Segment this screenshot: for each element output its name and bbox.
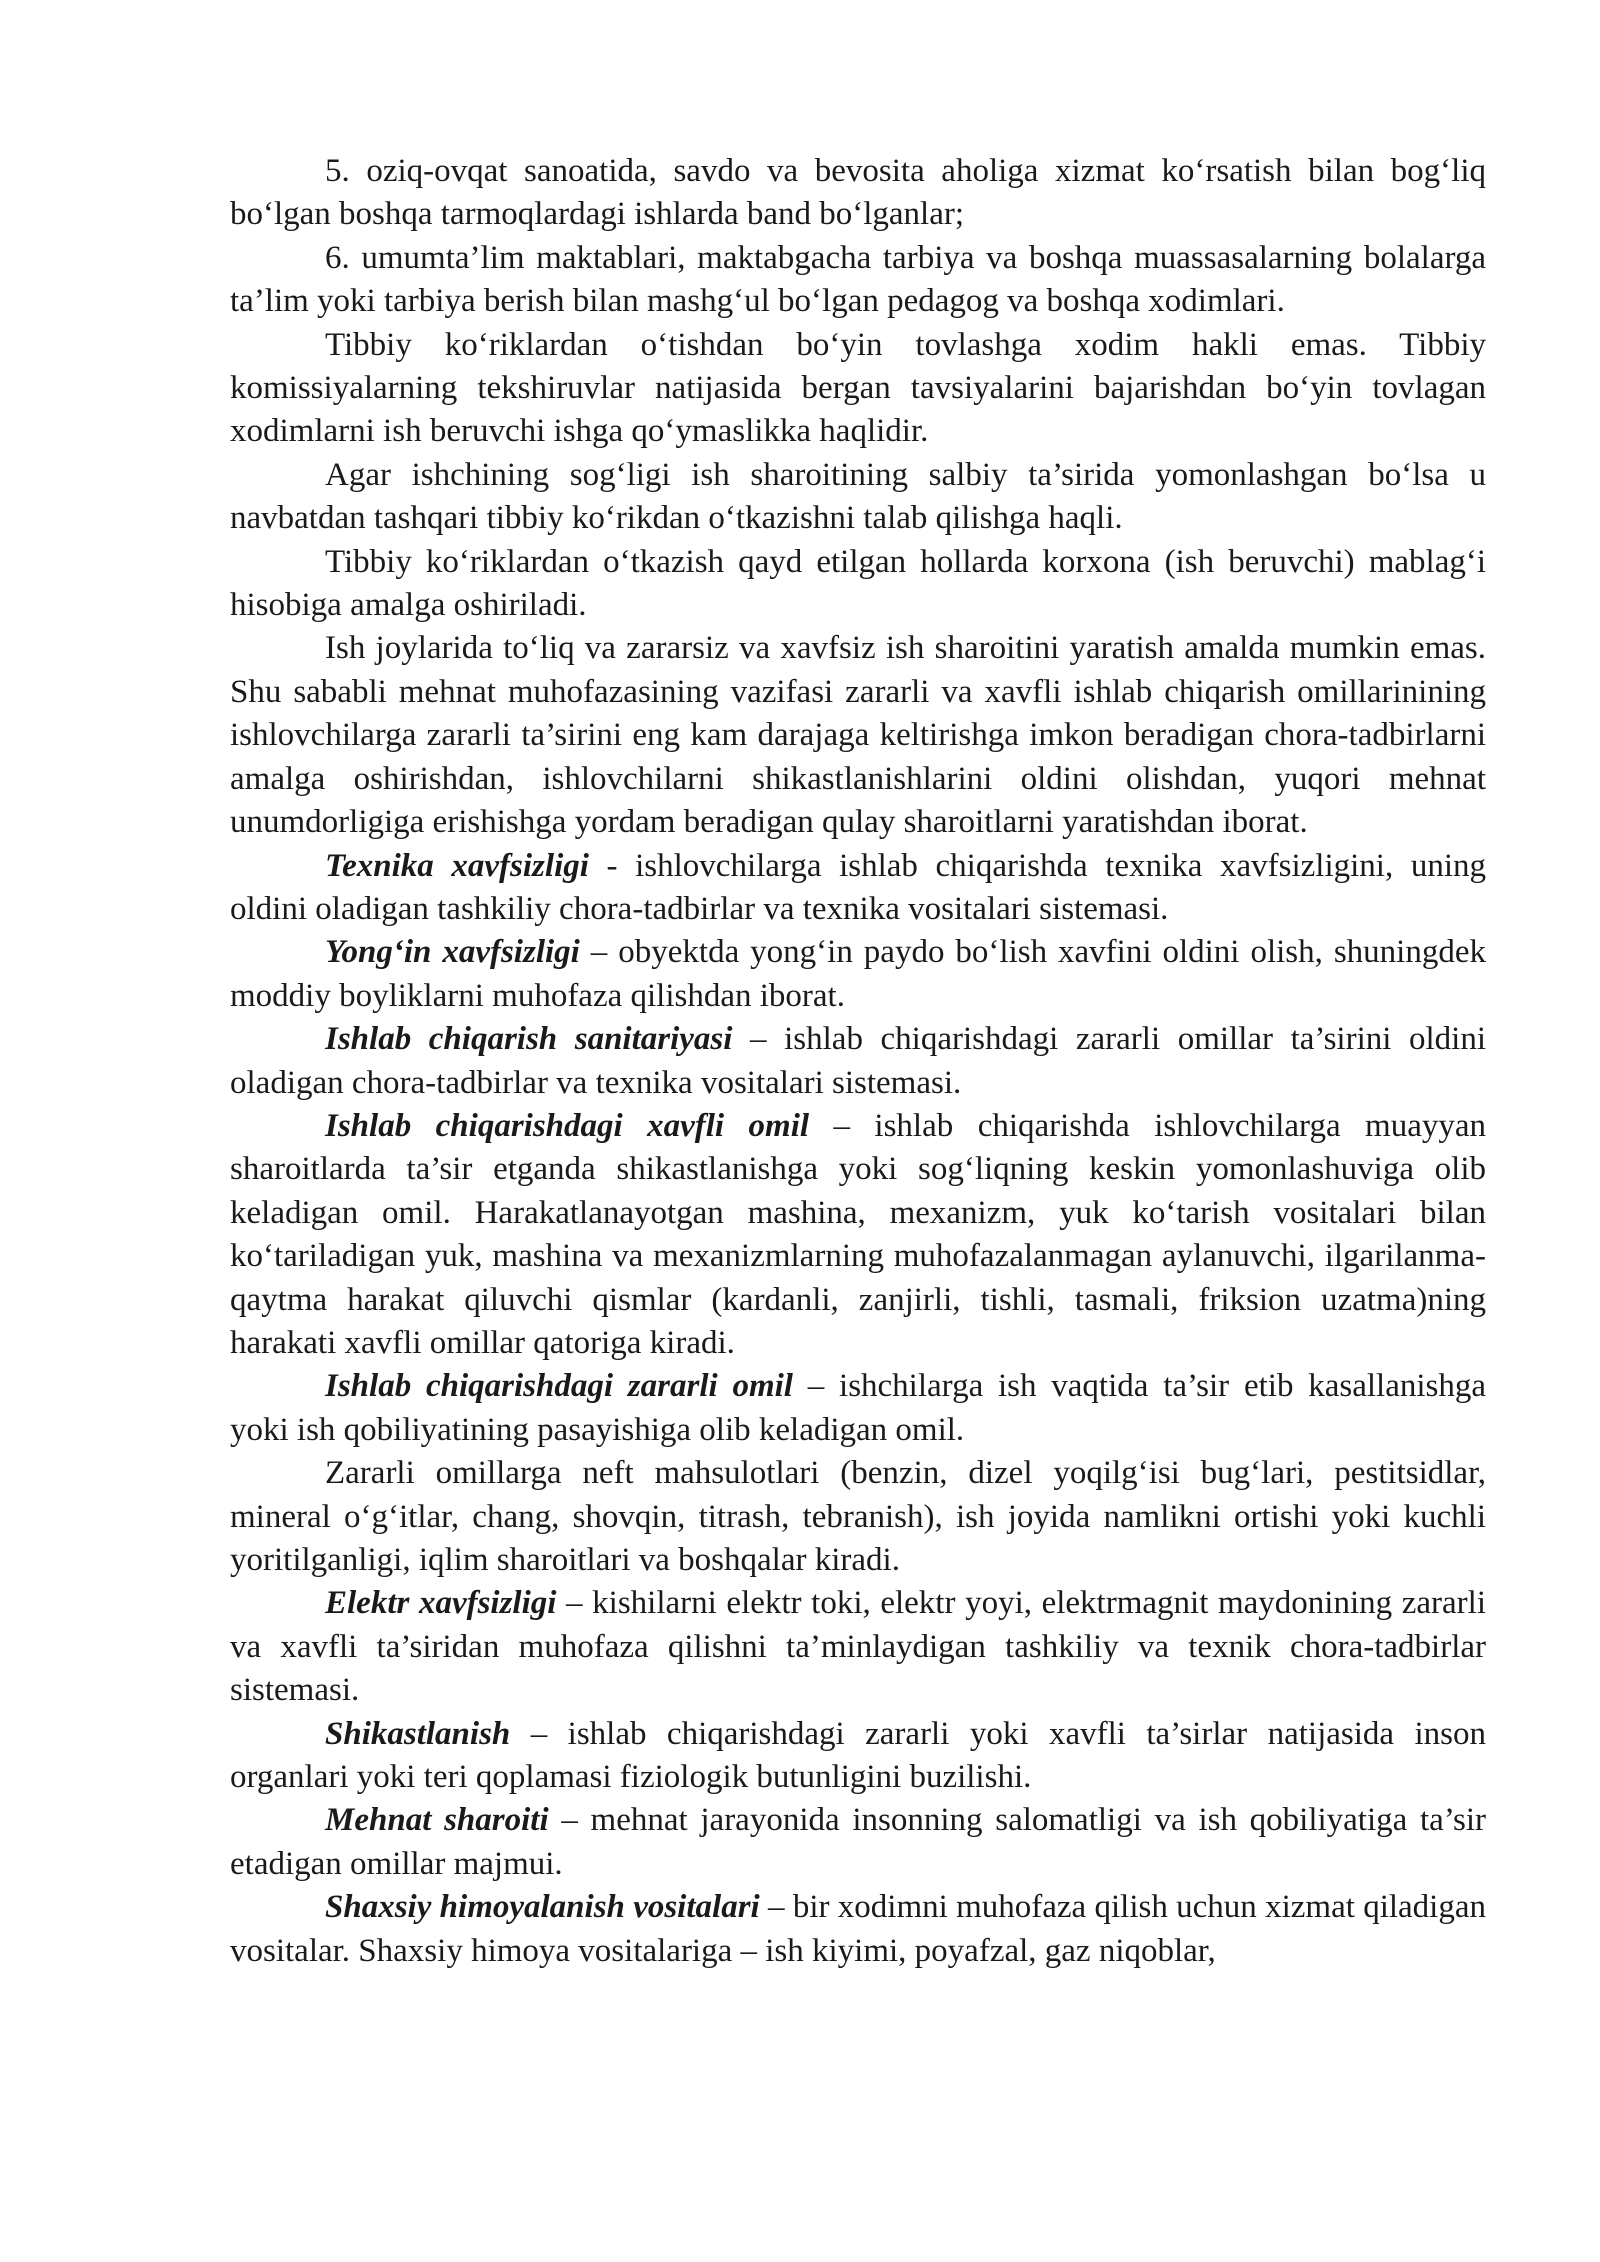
definition-term: Texnika xavfsizligi <box>325 847 589 884</box>
definition-text: – ishlab chiqarishdagi zararli omillar ta’sirini oldini oladigan chora-tadbirlar va texnika vositalari sistemasi. <box>230 1021 1487 1101</box>
definition-term: Ishlab chiqarishdagi zararli omil <box>325 1368 793 1405</box>
definition-working-conditions <box>230 1799 1486 1886</box>
paragraph-medical-exam-refusal <box>230 324 1486 454</box>
definition-text: – ishlab chiqarishdagi zararli yoki xavfli ta’sirlar natijasida inson organlari yoki teri qoplamasi fiziologik butunligini buzilishi. <box>230 1715 1486 1796</box>
definition-technical-safety <box>230 845 1486 932</box>
definition-industrial-sanitation <box>230 1018 1486 1105</box>
definition-hazardous-factor <box>230 1105 1486 1365</box>
paragraph-harmful-factors-list <box>230 1452 1486 1582</box>
paragraph-text: Tibbiy ko‘riklardan o‘tkazish qayd etilgan hollarda korxona (ish beruvchi) mablag‘i hisobiga amalga oshiriladi. <box>230 543 1486 624</box>
paragraph-text: Agar ishchining sog‘ligi ish sharoitining salbiy ta’sirida yomonlashgan bo‘lsa u navbatdan tashqari tibbiy ko‘rikdan o‘tkazishni talab qilishga haqli. <box>230 456 1486 537</box>
definition-text: – bir xodimni muhofaza qilish uchun xizmat qiladigan vositalar. Shaxsiy himoya vositalariga – ish kiyimi, poyafzal, gaz niqoblar, <box>230 1889 1486 1969</box>
definition-injury <box>230 1713 1486 1800</box>
paragraph-exam-funding <box>230 541 1486 628</box>
paragraph-labor-protection-task <box>230 627 1486 844</box>
definition-text: – ishchilarga ish vaqtida ta’sir etib kasallanishga yoki ish qobiliyatining pasayishiga olib keladigan omil. <box>230 1368 1486 1448</box>
definition-text: – obyektda yong‘in paydo bo‘lish xavfini oldini olish, shuningdek moddiy boyliklarni muhofaza qilishdan iborat. <box>230 934 1486 1014</box>
definition-text: – kishilarni elektr toki, elektr yoyi, elektrmagnit maydonining zararli va xavfli ta’siridan muhofaza qilishni ta’minlaydigan tashkiliy va texnik chora-tadbirlar sistemasi. <box>230 1585 1486 1709</box>
definition-term: Elektr xavfsizligi <box>325 1585 557 1622</box>
definition-personal-protective-equipment <box>230 1886 1486 1973</box>
paragraph-text: Tibbiy ko‘riklardan o‘tishdan bo‘yin tovlashga xodim hakli emas. Tibbiy komissiyalarning tekshiruvlar natijasida bergan tavsiyalarini bajarishdan bo‘yin tovlagan xodimlarni ish beruvchi ishga qo‘ymaslikka haqlidir. <box>230 326 1486 450</box>
definition-text: – mehnat jarayonida insonning salomatligi va ish qobiliyatiga ta’sir etadigan omillar majmui. <box>230 1802 1486 1882</box>
definition-text: – ishlab chiqarishda ishlovchilarga muayyan sharoitlarda ta’sir etganda shikastlanishga yoki sog‘liqning keskin yomonlashuviga olib keladigan omil. Harakatlanayotgan mashina, mexanizm, yuk ko‘tarish vositalari bilan ko‘tariladigan yuk, mashina va mexanizmlarning muhofazalanmagan aylanuvchi, ilgarilanma-qaytma harakat qiluvchi qismlar (kardanli, zanjirli, tishli, tasmali, friksion uzatma)ning harakati xavfli omillar qatoriga kiradi. <box>230 1107 1486 1361</box>
paragraph-text: 5. oziq-ovqat sanoatida, savdo va bevosita aholiga xizmat ko‘rsatish bilan bog‘liq bo‘lgan boshqa tarmoqlardagi ishlarda band bo‘lganlar; <box>230 153 1486 233</box>
paragraph-food-industry <box>230 150 1486 237</box>
paragraph-schools <box>230 237 1486 324</box>
paragraph-text: Zararli omillarga neft mahsulotlari (benzin, dizel yoqilg‘isi bug‘lari, pestitsidlar, mineral o‘g‘itlar, chang, shovqin, titrash, tebranish), ish joyida namlikni ortishi yoki kuchli yoritilganligi, iqlim sharoitlari va boshqalar kiradi. <box>230 1455 1486 1578</box>
definition-harmful-factor <box>230 1365 1486 1452</box>
definition-term: Shikastlanish <box>325 1715 511 1752</box>
paragraph-text: 6. umumta’lim maktablari, maktabgacha tarbiya va boshqa muassasalarning bolalarga ta’lim yoki tarbiya berish bilan mashg‘ul bo‘lgan pedagog va boshqa xodimlari. <box>230 239 1486 320</box>
definition-term: Yong‘in xavfsizligi <box>325 934 580 971</box>
paragraph-extra-exam <box>230 454 1486 541</box>
definition-term: Ishlab chiqarish sanitariyasi <box>325 1021 733 1058</box>
definition-fire-safety <box>230 931 1486 1018</box>
definition-term: Ishlab chiqarishdagi xavfli omil <box>325 1107 810 1144</box>
paragraph-text: Ish joylarida to‘liq va zararsiz va xavfsiz ish sharoitini yaratish amalda mumkin emas. Shu sababli mehnat muhofazasining vazifasi zararli va xavfli ishlab chiqarish omillarinining ishlovchilarga zararli ta’sirini eng kam darajaga keltirishga imkon beradigan chora-tadbirlarni amalga oshirishdan, ishlovchilarni shikastlanishlarini oldini olishdan, yuqori mehnat unumdorligiga erishishga yordam beradigan qulay sharoitlarni yaratishdan iborat. <box>230 630 1486 841</box>
definition-term: Shaxsiy himoyalanish vositalari <box>325 1889 760 1926</box>
definition-term: Mehnat sharoiti <box>325 1802 549 1839</box>
definition-text: - ishlovchilarga ishlab chiqarishda texnika xavfsizligini, uning oldini oladigan tashkiliy chora-tadbirlar va texnika vositalari sistemasi. <box>230 847 1486 927</box>
definition-electrical-safety <box>230 1582 1486 1712</box>
document-page <box>230 150 1486 1973</box>
